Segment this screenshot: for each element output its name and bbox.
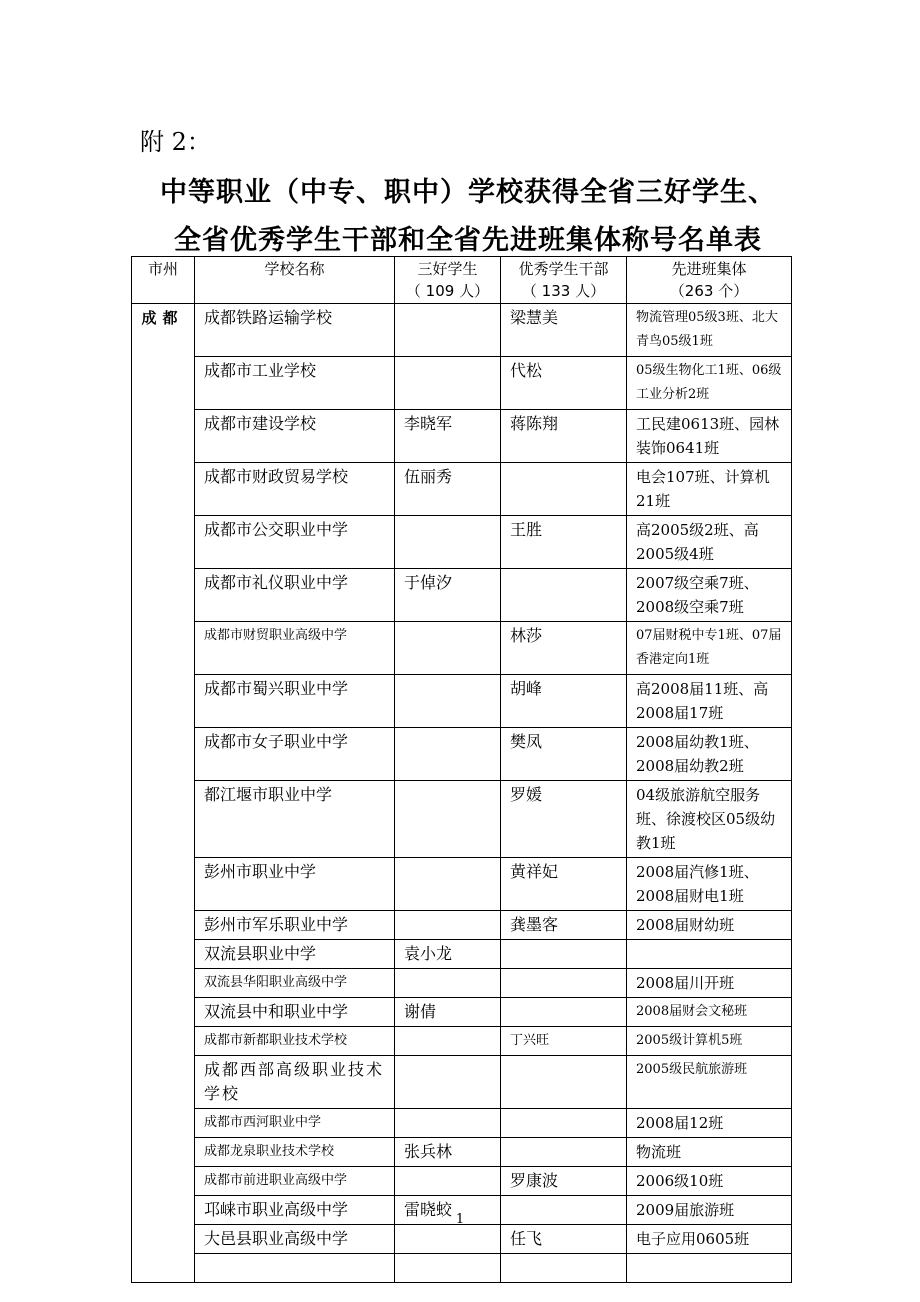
advanced-class: 高2005级2班、高2005级4班 — [627, 516, 792, 569]
school-name: 双流县中和职业中学 — [195, 998, 395, 1027]
school-name: 彭州市职业中学 — [195, 858, 395, 911]
school-name: 成都龙泉职业技术学校 — [195, 1138, 395, 1167]
student-cadre: 代松 — [501, 357, 627, 410]
merit-student: 张兵林 — [395, 1138, 501, 1167]
advanced-class: 物流管理05级3班、北大青鸟05级1班 — [627, 304, 792, 357]
school-name: 双流县华阳职业高级中学 — [195, 969, 395, 998]
advanced-class: 电子应用0605班 — [627, 1225, 792, 1254]
merit-student — [395, 1109, 501, 1138]
advanced-class: 2008届川开班 — [627, 969, 792, 998]
student-cadre: 黄祥妃 — [501, 858, 627, 911]
table-row — [132, 728, 792, 781]
annex-label: 附 2： — [140, 128, 211, 156]
advanced-class: 2008届幼教1班、2008届幼教2班 — [627, 728, 792, 781]
merit-student: 雷晓蛟 — [395, 1196, 501, 1225]
merit-student — [395, 622, 501, 675]
table-row — [132, 998, 792, 1027]
table-row — [132, 410, 792, 463]
advanced-class: 2006级10班 — [627, 1167, 792, 1196]
school-name: 都江堰市职业中学 — [195, 781, 395, 858]
school-name: 成都市新都职业技术学校 — [195, 1027, 395, 1056]
table-row — [132, 1254, 792, 1283]
advanced-class: 高2008届11班、高2008届17班 — [627, 675, 792, 728]
merit-student: 李晓军 — [395, 410, 501, 463]
student-cadre: 龚墨客 — [501, 911, 627, 940]
merit-student — [395, 675, 501, 728]
advanced-class: 2007级空乘7班、2008级空乘7班 — [627, 569, 792, 622]
header-school: 学校名称 — [195, 257, 395, 304]
merit-student — [395, 1225, 501, 1254]
advanced-class — [627, 1254, 792, 1283]
merit-student — [395, 357, 501, 410]
student-cadre — [501, 1138, 627, 1167]
advanced-class: 2009届旅游班 — [627, 1196, 792, 1225]
city-cell: 成都 — [132, 304, 195, 1283]
school-name: 双流县职业中学 — [195, 940, 395, 969]
table-header-row — [132, 257, 792, 304]
advanced-class: 2005级民航旅游班 — [627, 1056, 792, 1109]
table-row — [132, 969, 792, 998]
school-name: 成都市财政贸易学校 — [195, 463, 395, 516]
student-cadre — [501, 1056, 627, 1109]
student-cadre: 任飞 — [501, 1225, 627, 1254]
school-name: 成都市礼仪职业中学 — [195, 569, 395, 622]
school-name: 成都西部高级职业技术学校 — [195, 1056, 395, 1109]
student-cadre — [501, 998, 627, 1027]
student-cadre — [501, 569, 627, 622]
school-name: 成都市财贸职业高级中学 — [195, 622, 395, 675]
student-cadre: 梁慧美 — [501, 304, 627, 357]
table-row — [132, 569, 792, 622]
student-cadre: 林莎 — [501, 622, 627, 675]
student-cadre: 罗康波 — [501, 1167, 627, 1196]
student-cadre — [501, 969, 627, 998]
merit-student — [395, 728, 501, 781]
school-name: 成都市建设学校 — [195, 410, 395, 463]
school-name: 成都市蜀兴职业中学 — [195, 675, 395, 728]
document-title-line-2: 全省优秀学生干部和全省先进班集体称号名单表 — [174, 225, 762, 256]
merit-student: 谢倩 — [395, 998, 501, 1027]
advanced-class: 04级旅游航空服务班、徐渡校区05级幼教1班 — [627, 781, 792, 858]
table-row — [132, 463, 792, 516]
merit-student — [395, 1056, 501, 1109]
table-row — [132, 1056, 792, 1109]
advanced-class: 2008届财会文秘班 — [627, 998, 792, 1027]
student-cadre: 王胜 — [501, 516, 627, 569]
school-name: 成都市工业学校 — [195, 357, 395, 410]
table-row — [132, 516, 792, 569]
table-row — [132, 858, 792, 911]
table-row — [132, 1167, 792, 1196]
student-cadre: 罗媛 — [501, 781, 627, 858]
document-title-line-1: 中等职业（中专、职中）学校获得全省三好学生、 — [160, 177, 776, 208]
merit-student — [395, 516, 501, 569]
merit-student — [395, 858, 501, 911]
advanced-class: 工民建0613班、园林装饰0641班 — [627, 410, 792, 463]
school-name — [195, 1254, 395, 1283]
advanced-class: 2008届12班 — [627, 1109, 792, 1138]
merit-student: 伍丽秀 — [395, 463, 501, 516]
page-number: 1 — [455, 1212, 465, 1227]
honor-list-table — [131, 256, 792, 1283]
school-name: 成都铁路运输学校 — [195, 304, 395, 357]
merit-student: 袁小龙 — [395, 940, 501, 969]
advanced-class: 2008届财幼班 — [627, 911, 792, 940]
table-row — [132, 1109, 792, 1138]
student-cadre — [501, 1109, 627, 1138]
school-name: 成都市女子职业中学 — [195, 728, 395, 781]
school-name: 彭州市军乐职业中学 — [195, 911, 395, 940]
table-row — [132, 1225, 792, 1254]
student-cadre — [501, 940, 627, 969]
school-name: 大邑县职业高级中学 — [195, 1225, 395, 1254]
merit-student: 于倬汐 — [395, 569, 501, 622]
table-row — [132, 911, 792, 940]
merit-student — [395, 1167, 501, 1196]
student-cadre: 丁兴旺 — [501, 1027, 627, 1056]
school-name: 成都市公交职业中学 — [195, 516, 395, 569]
merit-student — [395, 1027, 501, 1056]
header-advanced-class: 先进班集体 （263 个） — [627, 257, 792, 304]
table-row — [132, 1138, 792, 1167]
school-name: 成都市前进职业高级中学 — [195, 1167, 395, 1196]
student-cadre — [501, 463, 627, 516]
advanced-class: 物流班 — [627, 1138, 792, 1167]
header-class-count: （263 个） — [669, 282, 749, 300]
advanced-class: 2008届汽修1班、2008届财电1班 — [627, 858, 792, 911]
merit-student — [395, 911, 501, 940]
merit-student — [395, 304, 501, 357]
table-row — [132, 622, 792, 675]
school-name: 邛崃市职业高级中学 — [195, 1196, 395, 1225]
advanced-class: 07届财税中专1班、07届香港定向1班 — [627, 622, 792, 675]
advanced-class: 2005级计算机5班 — [627, 1027, 792, 1056]
header-cadre-count: （ 133 人） — [521, 282, 606, 300]
advanced-class: 电会107班、计算机21班 — [627, 463, 792, 516]
advanced-class: 05级生物化工1班、06级工业分析2班 — [627, 357, 792, 410]
merit-student — [395, 781, 501, 858]
table-row — [132, 940, 792, 969]
student-cadre — [501, 1254, 627, 1283]
header-cadre: 优秀学生干部 （ 133 人） — [501, 257, 627, 304]
table-row — [132, 357, 792, 410]
student-cadre: 樊凤 — [501, 728, 627, 781]
header-merit-count: （ 109 人） — [405, 282, 490, 300]
student-cadre: 胡峰 — [501, 675, 627, 728]
advanced-class — [627, 940, 792, 969]
table-row — [132, 304, 792, 357]
student-cadre: 蒋陈翔 — [501, 410, 627, 463]
school-name: 成都市西河职业中学 — [195, 1109, 395, 1138]
merit-student — [395, 969, 501, 998]
header-merit-student: 三好学生 （ 109 人） — [395, 257, 501, 304]
table-row — [132, 675, 792, 728]
table-row — [132, 781, 792, 858]
merit-student — [395, 1254, 501, 1283]
header-city: 市州 — [132, 257, 195, 304]
table-row — [132, 1027, 792, 1056]
